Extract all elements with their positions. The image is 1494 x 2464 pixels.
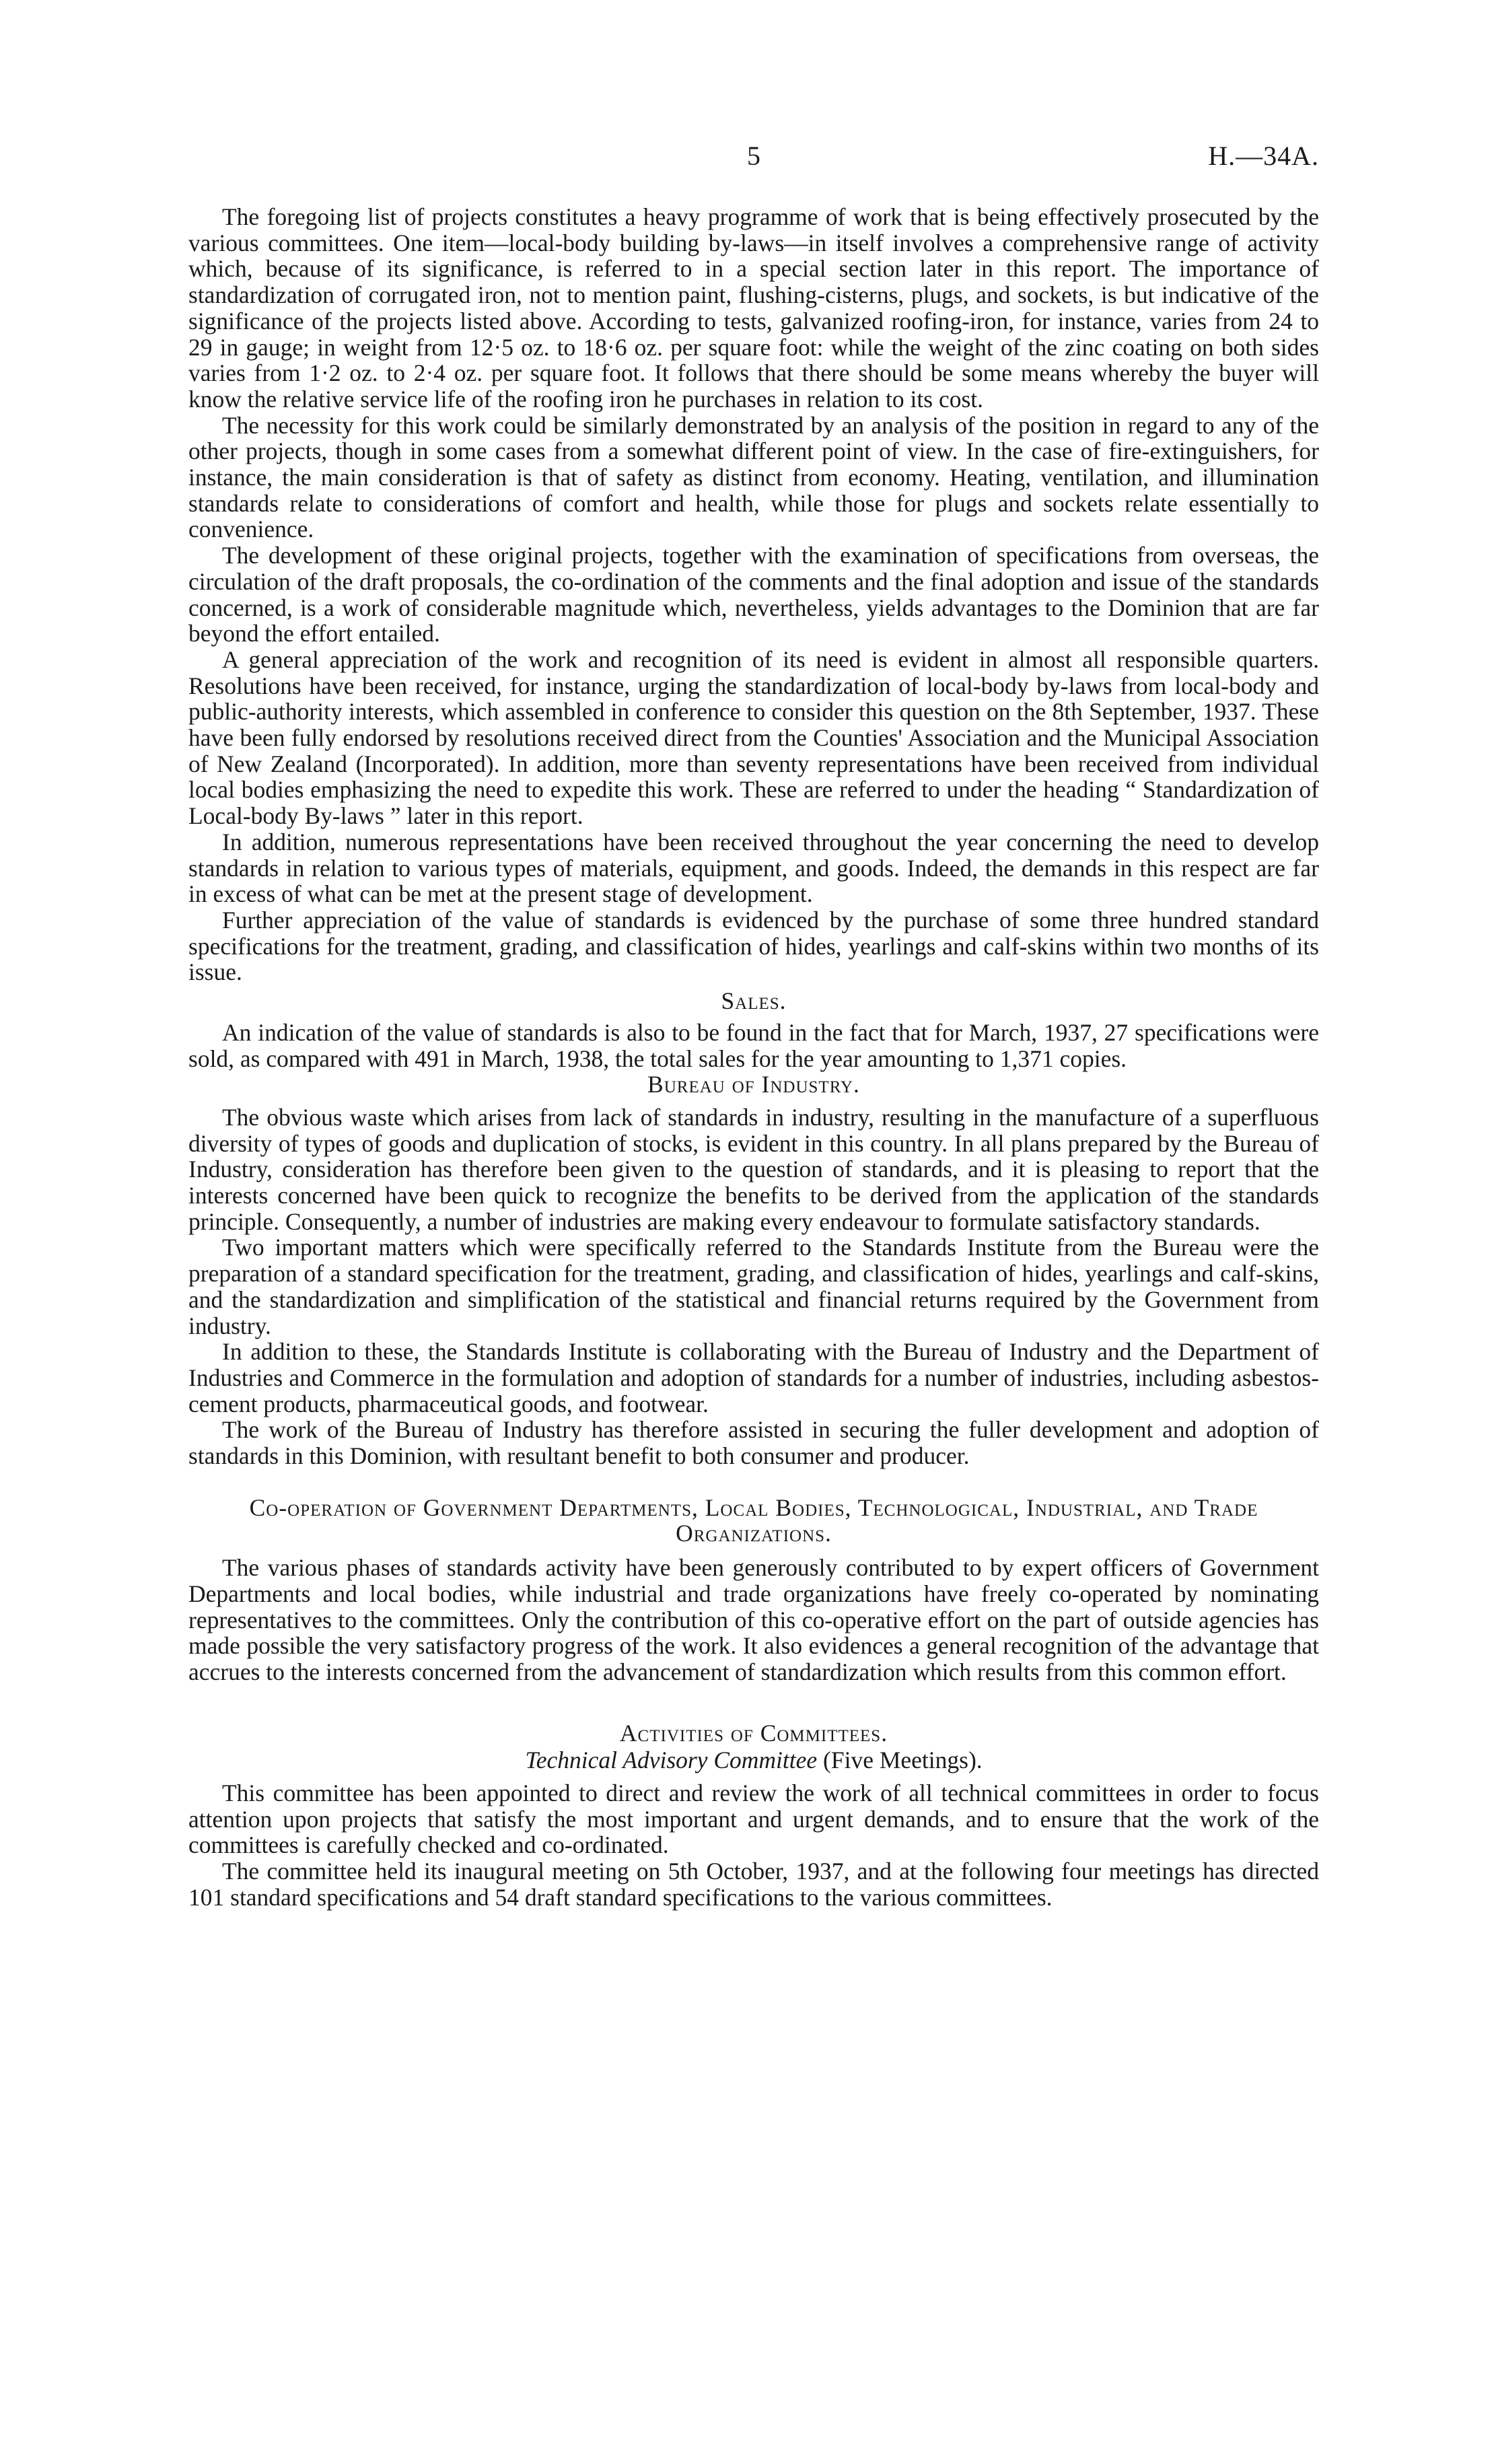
section-heading-bureau-of-industry: Bureau of Industry. [647, 1071, 860, 1098]
section-heading-sales: Sales. [721, 987, 787, 1015]
paragraph-bureau-collaboration: In addition to these, the Standards Institute is collaborating with the Bureau of Industry and the Department of Industries and Commerce in the formulation and adoption of standards for a number of industries, including asbestos-cement products, pharmaceutical goods, and footwear. [188, 1338, 1319, 1417]
paragraph-bureau-waste: The obvious waste which arises from lack of standards in industry, resulting in the manufacture of a superfluous diversity of types of goods and duplication of stocks, is evident in this country. In all plans prepared by the Bureau of Industry, consideration has therefore been given to the question of standards, and it is pleasing to report that the interests concerned have been quick to recognize the benefits to be derived from the application of the standards principle. Consequently, a number of industries are making every endeavour to formulate satisfactory standards. [188, 1103, 1319, 1235]
section-heading-activities: Activities of Committees. [619, 1719, 888, 1747]
paragraph-committee-purpose: This committee has been appointed to direct and review the work of all technical committees in order to focus attention upon projects that satisfy the most important and urgent demands, and to ensure that the work of the committees is carefully checked and co-ordinated. [188, 1780, 1319, 1859]
paragraph-committee-meetings: The committee held its inaugural meeting on 5th October, 1937, and at the following four meetings has directed 101 standard specifications and 54 draft standard specifications to the various committees. [188, 1858, 1319, 1911]
page-header [188, 140, 1319, 174]
paragraph-cooperation: The various phases of standards activity have been generously contributed to by expert officers of Government Departments and local bodies, while industrial and trade organizations have freely co-operated by nominating representatives to the committees. Only the contribution of this co-operative effort on the part of outside agencies has made possible the very satisfactory progress of the work. It also evidences a general recognition of the advantage that accrues to the interests concerned from the advancement of standardization which results from this common effort. [188, 1554, 1319, 1685]
paragraph-projects-programme: The foregoing list of projects constitutes a heavy programme of work that is being effectively prosecuted by the various committees. One item—local-body building by-laws—in itself involves a comprehensive range of activity which, because of its significance, is referred to in a special section later in this report. The importance of standardization of corrugated iron, not to mention paint, flushing-cisterns, plugs, and sockets, is but indicative of the significance of the projects listed above. According to tests, galvanized roofing-iron, for instance, varies from 24 to 29 in gauge; in weight from 12·5 oz. to 18·6 oz. per square foot: while the weight of the zinc coating on both sides varies from 1·2 oz. to 2·4 oz. per square foot. It follows that there should be some means whereby the buyer will know the relative service life of the roofing iron he purchases in relation to its cost. [188, 203, 1319, 413]
subheading-meetings: (Five Meetings). [817, 1747, 983, 1774]
section-heading-cooperation: Co-operation of Government Departments, Local Bodies, Technological, Industrial, and Trade Organizations. [249, 1493, 1258, 1547]
paragraph-sales: An indication of the value of standards is also to be found in the fact that for March, 1937, 27 specifications were sold, as compared with 491 in March, 1938, the total sales for the year amounting to 1,371 copies. [188, 1018, 1319, 1072]
paragraph-general-appreciation: A general appreciation of the work and recognition of its need is evident in almost all responsible quarters. Resolutions have been received, for instance, urging the standardization of local-body by-laws from local-body and public-authority interests, which assembled in conference to consider this question on the 8th September, 1937. These have been fully endorsed by resolutions received direct from the Counties' Association and the Municipal Association of New Zealand (Incorporated). In addition, more than seventy representations have been received from individual local bodies emphasizing the need to expedite this work. These are referred to under the heading “ Standardization of Local-body By-laws ” later in this report. [188, 645, 1319, 830]
paragraph-bureau-work: The work of the Bureau of Industry has therefore assisted in securing the fuller development and adoption of standards in this Dominion, with resultant benefit to both consumer and producer. [188, 1416, 1319, 1470]
subheading-committee-name: Technical Advisory Committee [525, 1747, 818, 1774]
subheading-technical-advisory-committee [188, 1747, 1319, 1773]
paragraph-representations: In addition, numerous representations have been received throughout the year concerning the need to develop standards in relation to various types of materials, equipment, and goods. Indeed, the demands in this respect are far in excess of what can be met at the present stage of development. [188, 828, 1319, 908]
paragraph-further-appreciation: Further appreciation of the value of standards is evidenced by the purchase of some three hundred standard specifications for the treatment, grading, and classification of hides, yearlings and calf-skins within two months of its issue. [188, 906, 1319, 986]
report-body [188, 204, 1319, 1911]
page-number: 5 [747, 141, 760, 171]
paragraph-development: The development of these original projects, together with the examination of specifications from overseas, the circulation of the draft proposals, the co-ordination of the comments and the final adoption and issue of the standards concerned, is a work of considerable magnitude which, nevertheless, yields advantages to the Dominion that are far beyond the effort entailed. [188, 542, 1319, 647]
paragraph-necessity: The necessity for this work could be similarly demonstrated by an analysis of the position in regard to any of the other projects, though in some cases from a somewhat different point of view. In the case of fire-extinguishers, for instance, the main consideration is that of safety as distinct from economy. Heating, ventilation, and illumination standards relate to considerations of comfort and health, while those for plugs and sockets relate essentially to convenience. [188, 411, 1319, 543]
document-reference: H.—34A. [1208, 141, 1319, 171]
paragraph-bureau-matters: Two important matters which were specifically referred to the Standards Institute from the Bureau were the preparation of a standard specification for the treatment, grading, and classification of hides, yearlings and calf-skins, and the standardization and simplification of the statistical and financial returns required by the Government from industry. [188, 1234, 1319, 1339]
